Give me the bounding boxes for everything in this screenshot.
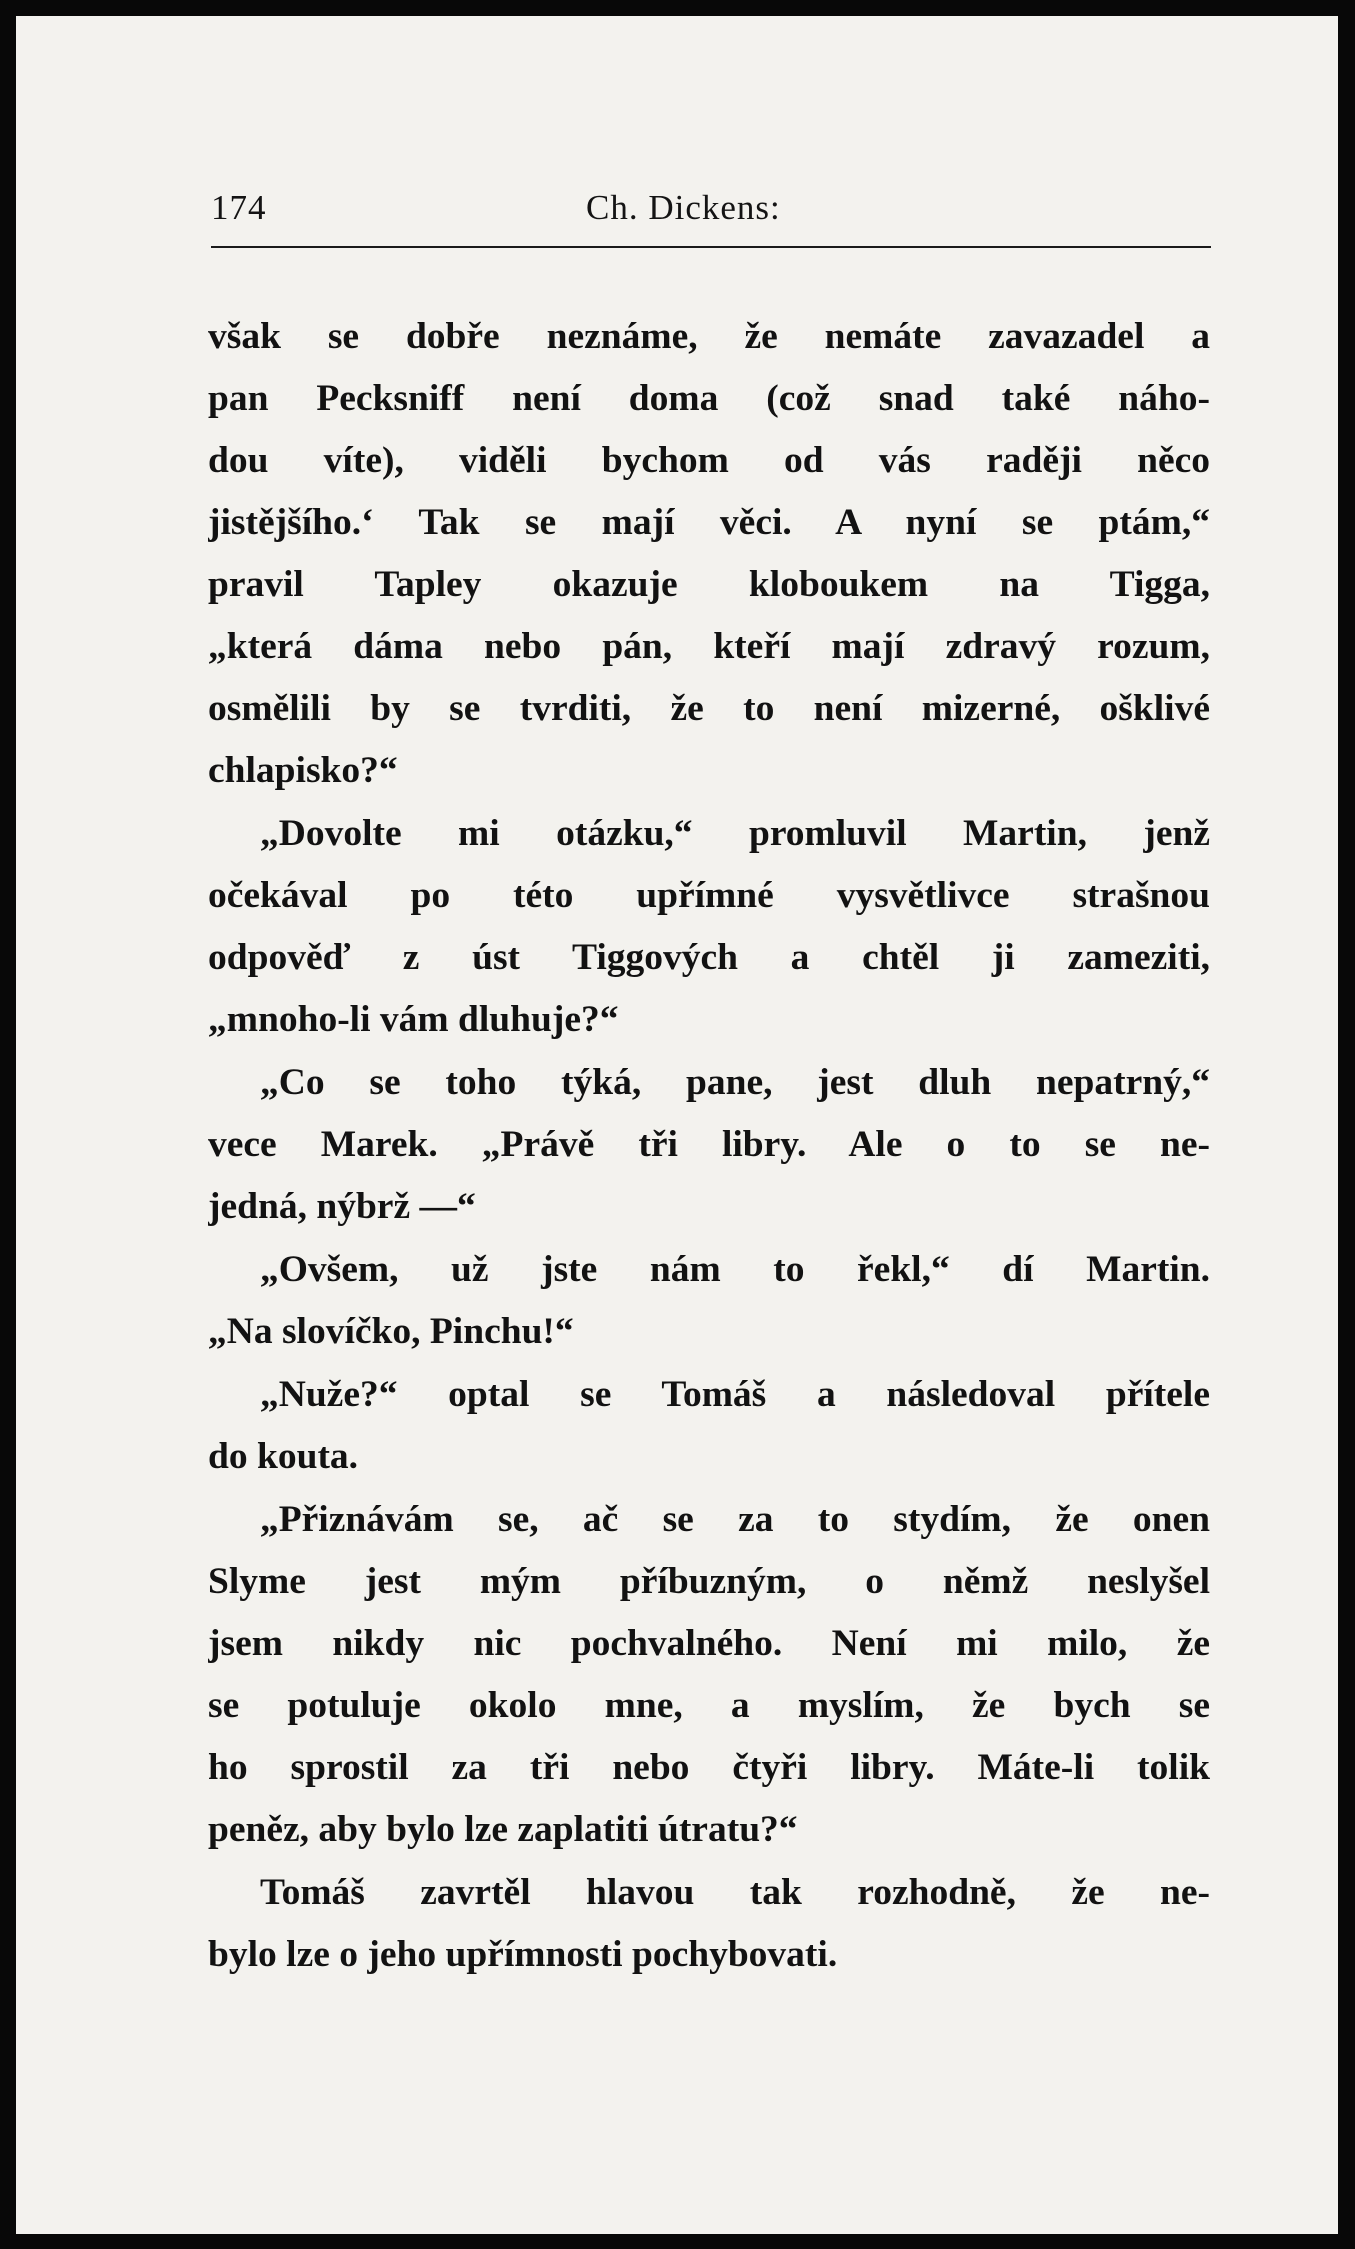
text-line: dou víte), viděli bychom od vás raději něco <box>208 440 1210 481</box>
text-line: Tomáš zavrtěl hlavou tak rozhodně, že ne- <box>260 1872 1210 1913</box>
text-line: odpověď z úst Tiggových a chtěl ji zameziti, <box>208 937 1210 978</box>
text-line: „Přiznávám se, ač se za to stydím, že onen <box>260 1499 1210 1540</box>
text-line: „Nuže?“ optal se Tomáš a následoval přítele <box>260 1374 1210 1415</box>
book-page <box>16 16 1338 2234</box>
running-head <box>211 188 1209 238</box>
text-line: „Na slovíčko, Pinchu!“ <box>208 1311 574 1352</box>
header-rule <box>211 246 1211 248</box>
text-line: jsem nikdy nic pochvalného. Není mi milo, že <box>208 1623 1210 1664</box>
text-line: očekával po této upřímné vysvětlivce strašnou <box>208 875 1210 916</box>
text-line: pravil Tapley okazuje kloboukem na Tigga, <box>208 564 1210 605</box>
text-body <box>208 306 1210 1986</box>
text-line: „Ovšem, už jste nám to řekl,“ dí Martin. <box>260 1249 1210 1290</box>
text-line: peněz, aby bylo lze zaplatiti útratu?“ <box>208 1809 798 1850</box>
text-line: „mnoho-li vám dluhuje?“ <box>208 999 619 1040</box>
text-line: jedná, nýbrž —“ <box>208 1186 476 1227</box>
running-title: Ch. Dickens: <box>586 188 781 227</box>
text-line: Slyme jest mým příbuzným, o němž neslyšel <box>208 1561 1210 1602</box>
text-line: pan Pecksniff není doma (což snad také náho- <box>208 378 1210 419</box>
text-line: „která dáma nebo pán, kteří mají zdravý rozum, <box>208 626 1210 667</box>
text-line: jistějšího.‘ Tak se mají věci. A nyní se ptám,“ <box>208 502 1210 543</box>
text-line: do kouta. <box>208 1436 359 1477</box>
text-line: „Co se toho týká, pane, jest dluh nepatrný,“ <box>260 1062 1210 1103</box>
text-line: však se dobře neznáme, že nemáte zavazadel a <box>208 316 1210 357</box>
text-line: „Dovolte mi otázku,“ promluvil Martin, jenž <box>260 813 1210 854</box>
text-line: bylo lze o jeho upřímnosti pochybovati. <box>208 1934 838 1975</box>
text-line: ho sprostil za tři nebo čtyři libry. Máte-li tolik <box>208 1747 1210 1788</box>
text-line: vece Marek. „Právě tři libry. Ale o to se ne- <box>208 1124 1210 1165</box>
text-line: se potuluje okolo mne, a myslím, že bych se <box>208 1685 1210 1726</box>
page-number: 174 <box>211 188 267 227</box>
text-line: osmělili by se tvrditi, že to není mizerné, ošklivé <box>208 688 1210 729</box>
text-line: chlapisko?“ <box>208 750 398 791</box>
